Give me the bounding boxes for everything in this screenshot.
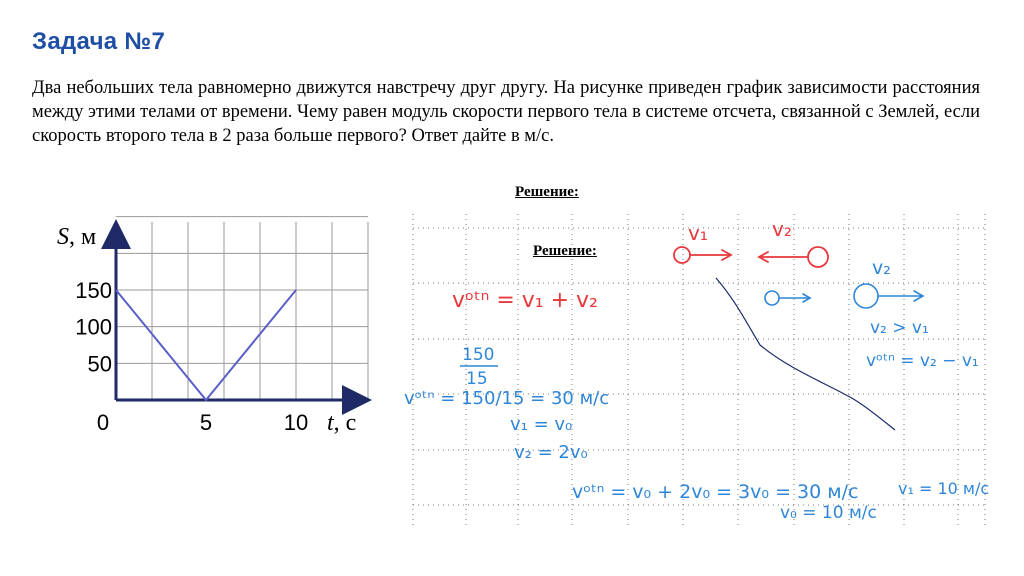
blue-relative-velocity-difference: vᵒᵗⁿ = v₂ − v₁ xyxy=(866,351,979,371)
y-tick-label: 150 xyxy=(75,278,112,304)
body-2-circle-blue xyxy=(854,284,878,308)
blue-fraction-numerator: 150 xyxy=(462,345,495,365)
body-1-circle-blue xyxy=(765,291,779,305)
x-tick-label: 0 xyxy=(96,410,110,435)
y-tick-label: 100 xyxy=(75,314,112,340)
blue-v1-answer: v₁ = 10 м/с xyxy=(898,479,990,498)
red-v1-label: v₁ xyxy=(688,221,708,245)
red-v2-label: v₂ xyxy=(772,217,792,241)
body-2-circle xyxy=(808,247,828,267)
blue-fraction-denominator: 15 xyxy=(466,369,488,389)
series-line xyxy=(116,290,296,400)
body-1-circle xyxy=(674,247,690,263)
task-title: Задача №7 xyxy=(32,28,166,55)
blue-diagrams xyxy=(765,284,923,308)
red-relative-velocity-equation: vᵒᵗⁿ = v₁ + v₂ xyxy=(452,288,598,313)
red-handwriting xyxy=(674,247,828,267)
y-tick-labels xyxy=(75,278,112,376)
x-axis-label: t, с xyxy=(327,410,357,436)
blue-v2-gt-v1: v₂ > v₁ xyxy=(870,318,929,338)
x-tick-label: 5 xyxy=(199,410,213,435)
y-tick-label: 50 xyxy=(87,351,112,377)
blue-relative-speed-calc: vᵒᵗⁿ = 150/15 = 30 м/с xyxy=(404,388,610,409)
distance-time-graph xyxy=(57,217,368,436)
blue-v2-equals-2v0: v₂ = 2v₀ xyxy=(514,442,588,463)
blue-v1-equals-v0: v₁ = v₀ xyxy=(510,414,573,435)
x-tick-label: 10 xyxy=(283,410,309,435)
blue-sum-equation: vᵒᵗⁿ = v₀ + 2v₀ = 3v₀ = 30 м/с xyxy=(572,481,859,503)
blue-v0-result: v₀ = 10 м/с xyxy=(780,503,877,523)
y-axis-label: S, м xyxy=(57,224,97,250)
solution-heading: Решение: xyxy=(515,184,579,200)
blue-v2-label: v₂ xyxy=(872,257,891,279)
problem-text: Два небольших тела равномерно движутся навстречу друг другу. На рисунке приведен график зависимости расстояния между этими телами от времени. Чему равен модуль скорости первого тела в системе отсчета, связанной с Землей, если скорость второго тела в 2 раза больше первого? Ответ дайте в м/с. xyxy=(32,78,980,146)
board-solution-heading: Решение: xyxy=(533,243,597,259)
x-tick-labels xyxy=(97,410,308,435)
graph-grid xyxy=(116,217,368,400)
